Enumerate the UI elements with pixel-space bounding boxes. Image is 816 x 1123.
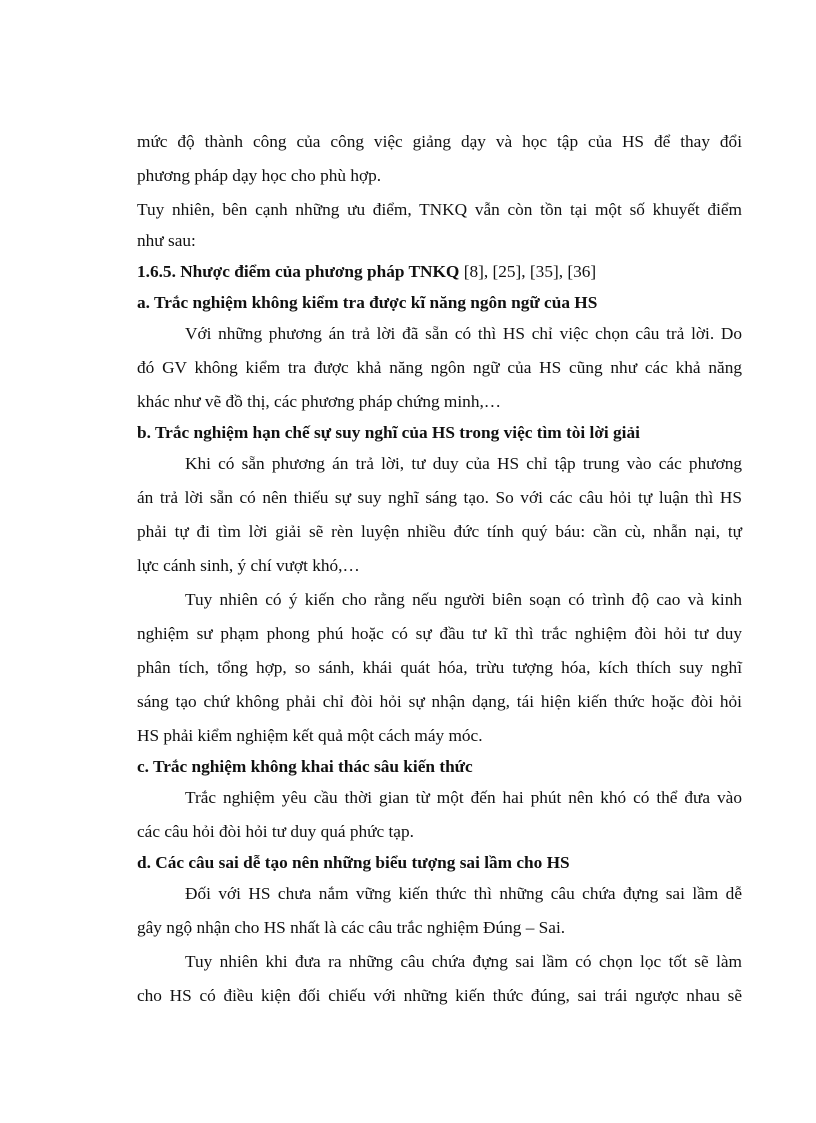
part-c-line-2: các câu hỏi đòi hỏi tư duy quá phức tạp. xyxy=(137,822,414,841)
part-d-line-1: Đối với HS chưa nắm vững kiến thức thì những câu chứa đựng sai lầm dễ xyxy=(185,884,742,903)
part-b-line-9: HS phải kiểm nghiệm kết quả một cách máy móc. xyxy=(137,726,483,745)
part-b-line-2: án trả lời sẵn có nên thiếu sự suy nghĩ sáng tạo. So với các câu hỏi tự luận thì HS xyxy=(137,488,742,507)
intro-line-2: phương pháp dạy học cho phù hợp. xyxy=(137,166,382,185)
part-b-line-3: phải tự đi tìm lời giải sẽ rèn luyện nhiều đức tính quý báu: cần cù, nhẫn nại, tự xyxy=(137,522,742,541)
part-b-line-7: phân tích, tổng hợp, so sánh, khái quát hóa, trừu tượng hóa, kích thích suy nghĩ xyxy=(137,658,742,677)
part-a-line-2: đó GV không kiểm tra được khả năng ngôn ngữ của HS cũng như các khả năng xyxy=(137,358,742,377)
intro-line-4: như sau: xyxy=(137,231,196,250)
section-heading xyxy=(137,258,596,285)
section-title: 1.6.5. Nhược điểm của phương pháp TNKQ xyxy=(137,262,460,281)
intro-line-1: mức độ thành công của công việc giảng dạy và học tập của HS để thay đổi xyxy=(137,132,742,151)
part-a-line-3: khác như vẽ đồ thị, các phương pháp chứng minh,… xyxy=(137,392,502,411)
part-d-line-3: Tuy nhiên khi đưa ra những câu chứa đựng sai lầm có chọn lọc tốt sẽ làm xyxy=(185,952,742,971)
part-b-line-4: lực cánh sinh, ý chí vượt khó,… xyxy=(137,556,360,575)
heading-part-c: c. Trắc nghiệm không khai thác sâu kiến thức xyxy=(137,757,473,776)
part-a-line-1: Với những phương án trả lời đã sẵn có thì HS chỉ việc chọn câu trả lời. Do xyxy=(185,324,742,343)
heading-part-d: d. Các câu sai dễ tạo nên những biểu tượng sai lầm cho HS xyxy=(137,853,570,872)
intro-line-3: Tuy nhiên, bên cạnh những ưu điểm, TNKQ vẫn còn tồn tại một số khuyết điểm xyxy=(137,200,742,219)
part-b-line-8: sáng tạo chứ không phải chỉ đòi hỏi sự nhận dạng, tái hiện kiến thức hoặc đòi hỏi xyxy=(137,692,742,711)
heading-part-a: a. Trắc nghiệm không kiểm tra được kĩ năng ngôn ngữ của HS xyxy=(137,293,598,312)
part-b-line-5: Tuy nhiên có ý kiến cho rằng nếu người biên soạn có trình độ cao và kinh xyxy=(185,590,742,609)
part-b-line-6: nghiệm sư phạm phong phú hoặc có sự đầu tư kĩ thì trắc nghiệm đòi hỏi tư duy xyxy=(137,624,742,643)
section-references: [8], [25], [35], [36] xyxy=(459,262,597,281)
heading-part-b: b. Trắc nghiệm hạn chế sự suy nghĩ của HS trong việc tìm tòi lời giải xyxy=(137,423,640,442)
part-d-line-4: cho HS có điều kiện đối chiếu với những kiến thức đúng, sai trái ngược nhau sẽ xyxy=(137,986,742,1005)
part-b-line-1: Khi có sẵn phương án trả lời, tư duy của HS chỉ tập trung vào các phương xyxy=(185,454,742,473)
part-c-line-1: Trắc nghiệm yêu cầu thời gian từ một đến hai phút nên khó có thể đưa vào xyxy=(185,788,742,807)
part-d-line-2: gây ngộ nhận cho HS nhất là các câu trắc nghiệm Đúng – Sai. xyxy=(137,918,566,937)
